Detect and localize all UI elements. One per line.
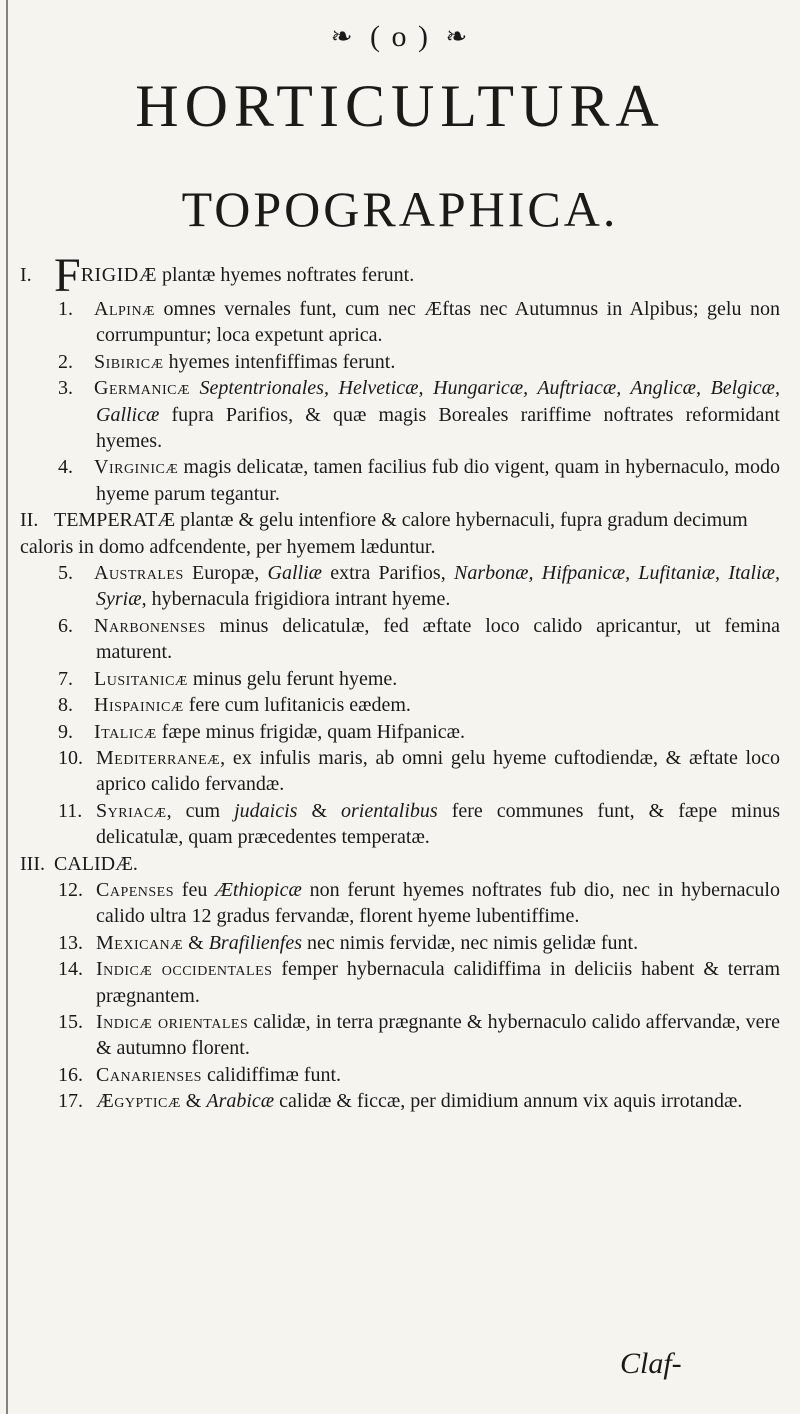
item-text: nec nimis fervidæ, nec nimis gelidæ funt. (302, 931, 639, 954)
item-number: 6. (58, 614, 73, 637)
item-lead: Alpinæ (94, 298, 156, 320)
section-text: CALIDÆ. (54, 852, 138, 875)
list-item (39, 956, 780, 1009)
item-text: fæpe minus frigidæ, quam Hifpanicæ. (156, 720, 465, 743)
item-italic: orientalibus (341, 799, 438, 822)
item-number: 5. (58, 562, 73, 585)
section-number: III. (20, 852, 45, 875)
item-lead: Lusitanicæ (94, 667, 188, 690)
list-item (39, 798, 780, 851)
item-number: 3. (58, 377, 73, 400)
section-text: plantæ hyemes noftrates ferunt. (157, 264, 415, 286)
section-number: II. (20, 509, 39, 532)
item-text: , hybernacula frigidiora intrant hyeme. (141, 588, 451, 611)
item-lead: Narbonenses (94, 614, 206, 637)
item-number: 14. (58, 958, 83, 981)
item-number: 8. (58, 694, 73, 717)
item-text: calidiffimæ funt. (201, 1063, 342, 1086)
section-lead: RIGIDÆ (80, 264, 158, 286)
item-italic: Brafilienfes (208, 931, 303, 954)
item-number: 7. (58, 667, 73, 690)
item-number: 4. (58, 456, 73, 479)
item-text: feu (174, 878, 216, 901)
item-text: extra Parifios, (321, 562, 454, 585)
list-item (39, 1088, 780, 1114)
item-italic: judaicis (234, 799, 298, 822)
item-text: & (183, 931, 209, 954)
catchword: Claf- (620, 1347, 682, 1380)
item-number: 17. (58, 1090, 83, 1113)
item-text: magis delicatæ, tamen facilius fub dio vigent, quam in hybernaculo, modo hyeme parum tegantur. (96, 456, 780, 505)
item-lead: Mexicanæ (96, 931, 184, 954)
item-italic: Septentrionales, Helveticæ, Hungaricæ, Auftriacæ, Anglicæ, Belgicæ, Gallicæ (96, 377, 780, 426)
ornament-right-icon: ❧ (445, 22, 470, 52)
item-number: 15. (58, 1010, 83, 1033)
list-item (39, 1009, 780, 1062)
section-text: TEMPERATÆ plantæ & gelu intenfiore & calore hybernaculi, fupra gradum decimum caloris in domo adfcendente, per hyemem læduntur. (20, 509, 748, 558)
list-item (39, 296, 780, 349)
item-lead: Australes (94, 562, 184, 585)
list-item (39, 666, 780, 692)
item-number: 2. (58, 350, 73, 373)
item-lead: Indicæ occidentales (96, 958, 273, 981)
item-number: 1. (58, 298, 73, 320)
list-item (39, 560, 780, 613)
item-number: 11. (58, 799, 83, 822)
ornament-left-icon: ❧ (330, 22, 355, 52)
item-lead: Canarienses (96, 1063, 202, 1086)
page-header (0, 18, 800, 54)
item-text: omnes vernales funt, cum nec Æftas nec Autumnus in Alpibus; gelu non corrumpuntur; loca expetunt aprica. (96, 298, 780, 347)
item-lead: Mediterraneæ (96, 746, 221, 769)
list-item (39, 745, 780, 798)
list-item (39, 454, 780, 507)
item-text: femper hybernacula calidiffima in deliciis habent & terram prægnantem. (96, 958, 780, 1007)
item-lead: Sibiricæ (94, 350, 164, 373)
item-lead: Italicæ (94, 720, 157, 743)
list-item (39, 349, 780, 375)
item-number: 10. (58, 746, 83, 769)
page-title: HORTICULTURA (135, 73, 665, 139)
item-lead: Germanicæ (94, 377, 190, 400)
drop-capital: F (54, 249, 81, 302)
item-text: fupra Parifios, & quæ magis Boreales rariffime noftrates reformidant hyemes. (96, 403, 780, 453)
item-number: 12. (58, 878, 83, 901)
item-text: minus delicatulæ, fed æftate loco calido apricantur, ut femina maturent. (96, 614, 780, 664)
list-item (39, 719, 780, 745)
item-text: fere communes funt, & fæpe minus delicatulæ, quam præcedentes temperatæ. (96, 799, 780, 849)
item-lead: Ægypticæ (96, 1090, 181, 1113)
item-lead: Virginicæ (94, 456, 179, 479)
item-text: non ferunt hyemes noftrates fub dio, nec in hybernaculo calido ultra 12 gradus fervandæ, florent hyeme lubentiffime. (96, 878, 780, 928)
list-item (39, 613, 780, 666)
page-number: ( o ) (370, 20, 430, 54)
item-text: , ex infulis maris, ab omni gelu hyeme cuftodiendæ, & æftate loco aprico calido fervandæ. (96, 746, 780, 796)
item-text: calidæ & ficcæ, per dimidium annum vix aquis irrotandæ. (274, 1090, 743, 1113)
item-italic: Æthiopicæ (215, 878, 302, 901)
item-italic: Arabicæ (206, 1090, 275, 1113)
item-italic: Galliæ (267, 562, 322, 585)
item-text: , cum (166, 799, 235, 822)
list-item (39, 1062, 780, 1088)
item-text: calidæ, in terra prægnante & hybernaculo calido affervandæ, vere & autumno florent. (96, 1010, 780, 1060)
item-lead: Syriacæ (96, 799, 167, 822)
item-text: minus gelu ferunt hyeme. (187, 667, 398, 690)
item-number: 9. (58, 720, 73, 743)
section-heading-1 (20, 249, 780, 302)
list-item (39, 877, 780, 930)
list-item (39, 692, 780, 718)
item-italic: Narbonæ, Hifpanicæ, Lufitaniæ, Italiæ, Syriæ (96, 562, 780, 611)
body-text (20, 249, 780, 1115)
list-item (39, 375, 780, 454)
item-lead: Hispainicæ (94, 694, 184, 717)
page-subtitle: TOPOGRAPHICA. (181, 181, 619, 237)
item-text: fere cum lufitanicis eædem. (183, 694, 411, 717)
item-number: 13. (58, 931, 83, 954)
item-lead: Indicæ orientales (96, 1010, 249, 1033)
item-number: 16. (58, 1063, 83, 1086)
section-heading-3 (20, 851, 780, 877)
item-lead: Capenses (96, 878, 175, 901)
section-heading-2 (20, 507, 780, 560)
list-item (39, 930, 780, 956)
item-text: & (180, 1090, 207, 1113)
item-text: & (297, 799, 342, 822)
item-text: Europæ, (183, 562, 268, 585)
item-text: hyemes intenfiffimas ferunt. (163, 350, 396, 373)
section-number: I. (20, 264, 32, 286)
